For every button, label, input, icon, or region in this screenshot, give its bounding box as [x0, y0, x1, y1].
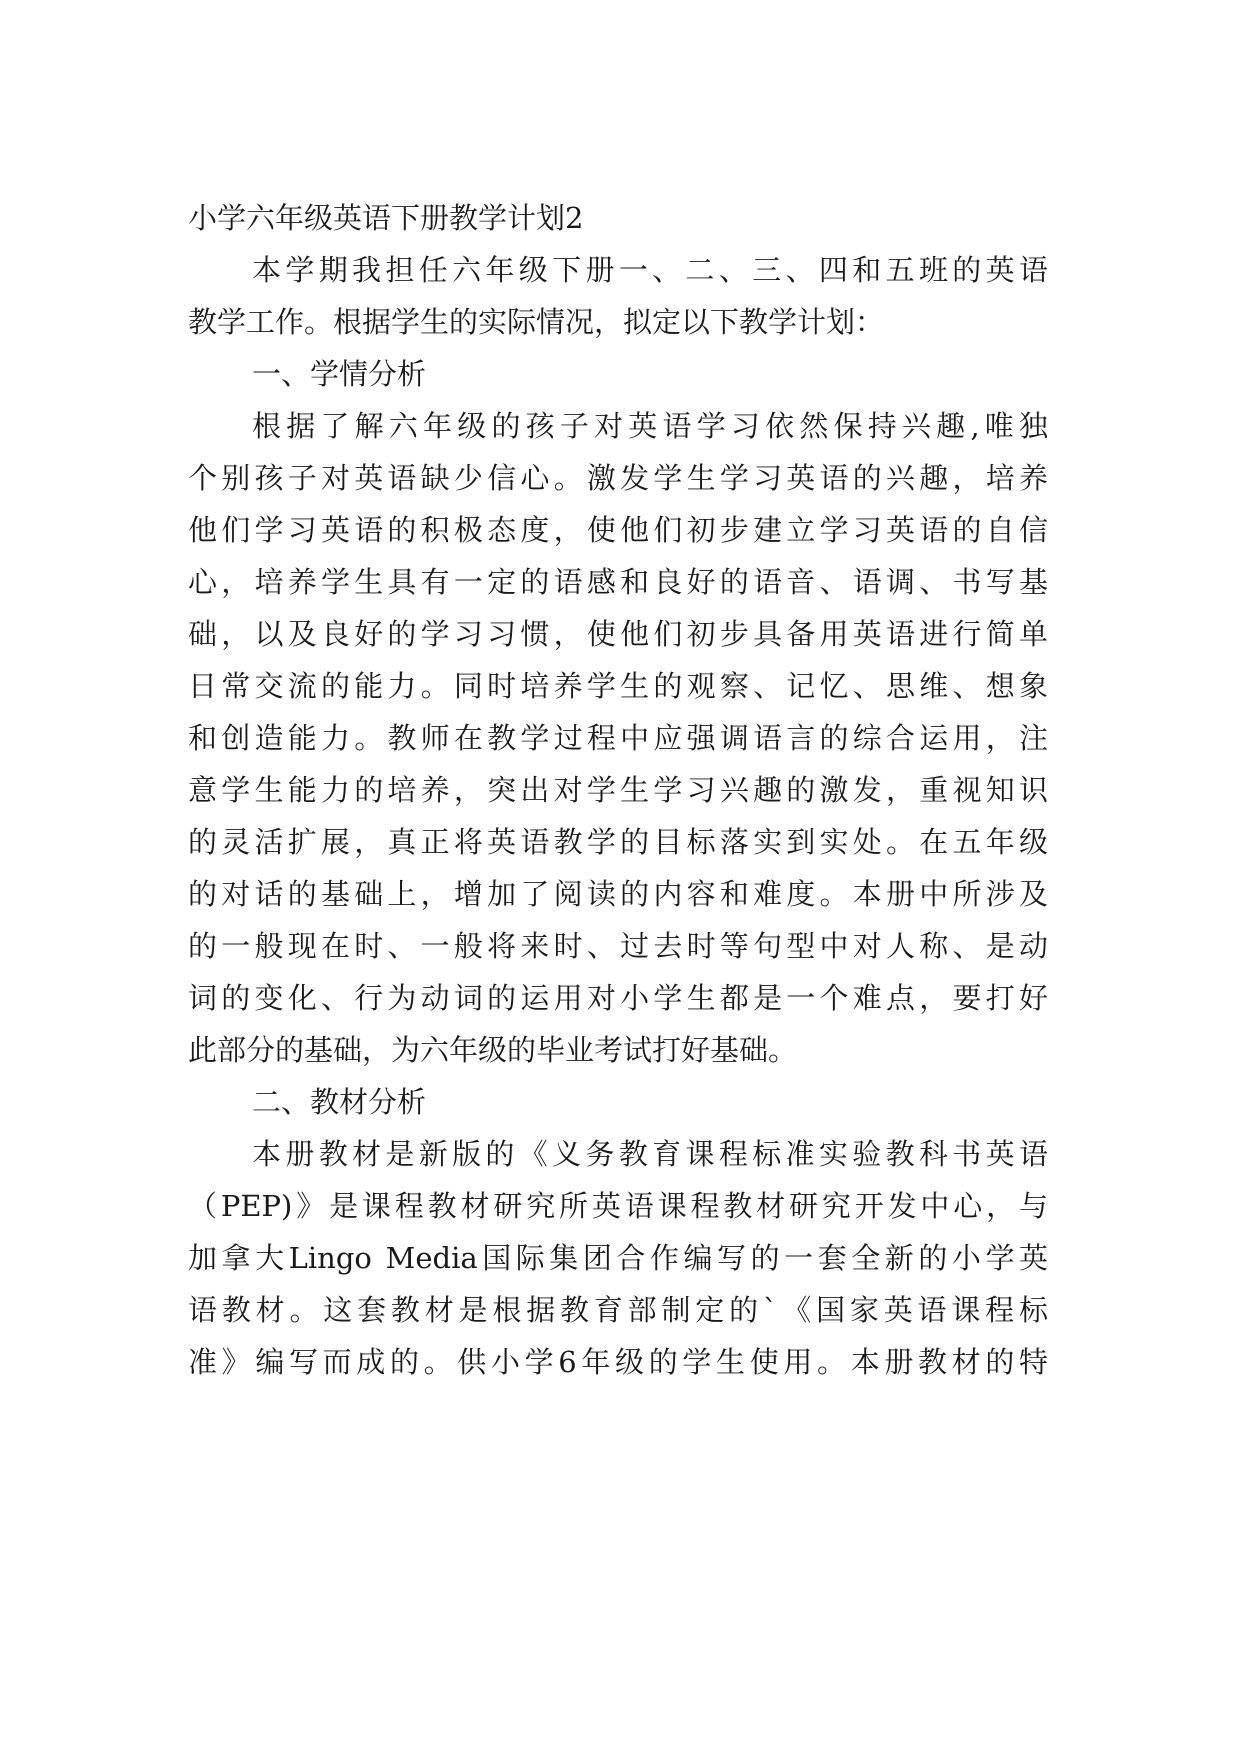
paragraph-line: 此部分的基础，为六年级的毕业考试打好基础。 [188, 1033, 798, 1067]
paragraph-line: 根据了解六年级的孩子对英语学习依然保持兴趣,唯独 [252, 409, 1048, 443]
paragraph-line: （PEP)》是课程教材研究所英语课程教材研究开发中心，与 [188, 1189, 1048, 1223]
paragraph-line: 本册教材是新版的《义务教育课程标准实验教科书英语 [252, 1137, 1048, 1171]
paragraph-line: 准》编写而成的。供小学6年级的学生使用。本册教材的特 [188, 1345, 1048, 1379]
paragraph-line: 意学生能力的培养，突出对学生学习兴趣的激发，重视知识 [188, 773, 1048, 807]
paragraph-line: 的一般现在时、一般将来时、过去时等句型中对人称、是动 [188, 929, 1048, 963]
paragraph-line: 词的变化、行为动词的运用对小学生都是一个难点，要打好 [188, 981, 1048, 1015]
paragraph-line: 语教材。这套教材是根据教育部制定的`《国家英语课程标 [188, 1293, 1048, 1327]
section-heading: 一、学情分析 [252, 357, 427, 391]
paragraph-line: 的对话的基础上，增加了阅读的内容和难度。本册中所涉及 [188, 877, 1048, 911]
paragraph-line: 的灵活扩展，真正将英语教学的目标落实到实处。在五年级 [188, 825, 1048, 859]
paragraph-line: 教学工作。根据学生的实际情况，拟定以下教学计划： [188, 305, 885, 339]
paragraph-line: 加拿大Lingo Media国际集团合作编写的一套全新的小学英 [188, 1241, 1048, 1275]
paragraph-line: 本学期我担任六年级下册一、二、三、四和五班的英语 [252, 253, 1048, 287]
paragraph-line: 和创造能力。教师在教学过程中应强调语言的综合运用，注 [188, 721, 1048, 755]
paragraph-line: 个别孩子对英语缺少信心。激发学生学习英语的兴趣，培养 [188, 461, 1048, 495]
document-title: 小学六年级英语下册教学计划2 [188, 201, 584, 235]
section-heading: 二、教材分析 [252, 1085, 427, 1119]
paragraph-line: 心，培养学生具有一定的语感和良好的语音、语调、书写基 [188, 565, 1048, 599]
paragraph-line: 他们学习英语的积极态度，使他们初步建立学习英语的自信 [188, 513, 1048, 547]
paragraph-line: 础，以及良好的学习习惯，使他们初步具备用英语进行简单 [188, 617, 1048, 651]
paragraph-line: 日常交流的能力。同时培养学生的观察、记忆、思维、想象 [188, 669, 1048, 703]
